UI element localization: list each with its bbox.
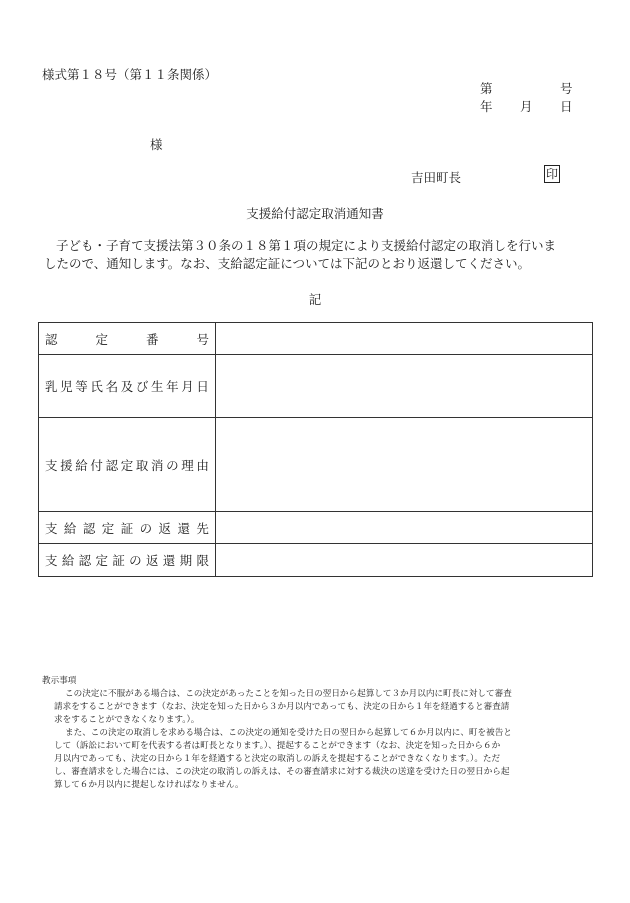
label-char: 認 xyxy=(105,457,119,473)
label-char: 名 xyxy=(105,379,119,394)
row-label xyxy=(39,418,216,512)
label-char: 年 xyxy=(166,379,179,394)
row-value[interactable] xyxy=(216,323,593,355)
label-char: の xyxy=(139,520,153,536)
label-char: 理 xyxy=(181,457,194,473)
label-char: 給 xyxy=(63,520,77,536)
form-number-label: 様式第１８号（第１１条関係） xyxy=(42,67,218,82)
row-label xyxy=(39,512,216,544)
ki-heading: 記 xyxy=(308,292,322,307)
label-char: 限 xyxy=(196,553,209,568)
label-char: 定 xyxy=(120,457,134,473)
info-table xyxy=(38,322,593,577)
date-month-label: 月 xyxy=(520,99,533,114)
notes-heading: 教示事項 xyxy=(42,676,77,686)
row-value[interactable] xyxy=(216,544,593,577)
label-char: 認 xyxy=(45,331,58,347)
instruction-notes xyxy=(42,675,597,792)
label-char: 由 xyxy=(196,457,209,473)
label-char: 証 xyxy=(112,553,125,568)
notes-line: 月以内であっても、決定の日から１年を経過すると決定の取消しの訴えを提起することができなくなります。）。ただ xyxy=(54,754,501,764)
label-char: 支 xyxy=(45,553,58,568)
label-char: 還 xyxy=(177,520,190,536)
row-value[interactable] xyxy=(216,512,593,544)
label-char: 支 xyxy=(45,520,58,536)
table-row xyxy=(39,323,593,355)
row-label xyxy=(39,355,216,418)
label-char: 給 xyxy=(75,457,88,473)
row-label xyxy=(39,323,216,355)
label-char: の xyxy=(166,457,179,473)
row-value[interactable] xyxy=(216,355,593,418)
label-char: 証 xyxy=(120,520,134,536)
notes-line: 求をすることができなくなります。）。 xyxy=(54,715,200,725)
label-char: 番 xyxy=(145,331,159,347)
label-char: 号 xyxy=(196,331,209,347)
date-day-label: 日 xyxy=(560,99,573,114)
label-char: び xyxy=(135,379,149,394)
row-value[interactable] xyxy=(216,418,593,512)
label-char: 返 xyxy=(158,520,172,536)
label-char: 認 xyxy=(82,520,96,536)
spread-label-return-deadline xyxy=(45,551,209,569)
label-char: 定 xyxy=(95,331,108,347)
spread-label-cancel-reason xyxy=(45,456,209,474)
notes-line: 算して６か月以内に提起しなければなりません。 xyxy=(54,780,244,790)
notes-line: し、審査請求をした場合には、この決定の取消しの訴えは、その審査請求に対する裁決の送達を受けた日の翌日から起 xyxy=(54,767,510,777)
label-char: 消 xyxy=(150,457,164,473)
label-char: 還 xyxy=(162,553,176,568)
document-number-prefix: 第 xyxy=(480,81,493,96)
body-line-1: 子ども・子育て支援法第３０条の１８第１項の規定により支援給付認定の取消しを行いま xyxy=(56,238,557,253)
label-char: 及 xyxy=(120,379,134,394)
table-row xyxy=(39,418,593,512)
label-char: 給 xyxy=(61,553,75,568)
spread-label-return-destination xyxy=(45,519,209,537)
body-line-2: したので、通知します。なお、支給認定証については下記のとおり返還してください。 xyxy=(44,256,531,271)
document-number-suffix: 号 xyxy=(560,81,573,96)
label-char: 月 xyxy=(181,379,194,394)
label-char: 付 xyxy=(90,457,103,473)
label-char: 氏 xyxy=(90,379,103,394)
row-label xyxy=(39,544,216,577)
label-char: 返 xyxy=(145,553,159,568)
table-row xyxy=(39,512,593,544)
body-paragraph xyxy=(44,237,590,273)
label-char: 等 xyxy=(75,379,88,394)
spread-label-infant-name xyxy=(45,377,209,395)
date-year-label: 年 xyxy=(480,99,493,114)
label-char: 生 xyxy=(150,379,164,394)
issuer-name: 吉田町長 xyxy=(411,170,462,185)
label-char: 日 xyxy=(196,379,209,394)
label-char: 取 xyxy=(135,457,149,473)
table-row xyxy=(39,544,593,577)
notes-line: して（訴訟において町を代表する者は町長となります。）、提起することができます（なお、決定を知った日から６か xyxy=(54,741,501,751)
label-char: 先 xyxy=(196,520,209,536)
notes-line: 請求をすることができます（なお、決定を知った日から３か月以内であっても、決定の日から１年を経過すると審査請 xyxy=(54,702,510,712)
label-char: 定 xyxy=(95,553,108,568)
label-char: 児 xyxy=(60,379,73,394)
label-char: 期 xyxy=(179,553,193,568)
label-char: 援 xyxy=(60,457,73,473)
table-row xyxy=(39,355,593,418)
document-title: 支援給付認定取消通知書 xyxy=(246,206,384,221)
label-char: 乳 xyxy=(45,379,58,394)
label-char: 定 xyxy=(101,520,115,536)
label-char: の xyxy=(129,553,142,568)
spread-label-cert-number xyxy=(45,330,209,348)
notes-line: また、この決定の取消しを求める場合は、この決定の通知を受けた日の翌日から起算して６か月以内に、町を被告と xyxy=(65,728,512,738)
notes-line: この決定に不服がある場合は、この決定があったことを知った日の翌日から起算して３か月以内に町長に対して審査 xyxy=(65,689,512,699)
label-char: 支 xyxy=(45,457,58,473)
addressee-honorific: 様 xyxy=(150,137,163,152)
seal-stamp: 印 xyxy=(546,167,559,181)
label-char: 認 xyxy=(78,553,92,568)
